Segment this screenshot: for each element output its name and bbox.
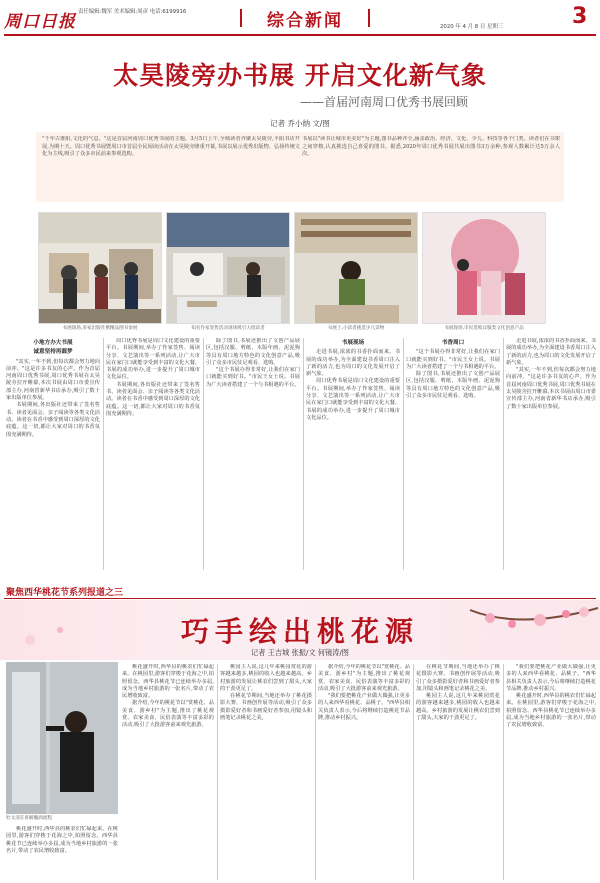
series-rule [4,598,596,599]
article2-byline: 记者 王吉城 张振/文 何镜涛/图 [251,648,349,657]
intro-text-left: "千年古淮阳,文化的气息。"这是首届河南周口优秀书展的主题。3月5日上午,全城读者齐聚太昊陵旁,平阳书店开展,为期十天。周口优秀书展暨周口市首届全民阅读活动在太昊陵旁隆重开幕,书展以展示优秀出版物、弘扬传统文化为主线,吸引了众多市民前来参观选购。 [42,136,300,158]
photo-winery-guide [6,662,118,814]
masthead-rule [4,34,596,36]
paragraph: 据介绍,今年的桃花节以"赏桃花、品美食、游乡村"为主题,推出了桃花观赏、农家美食、民俗表演等丰富多彩的活动,吸引了大批游客前来观光旅游。 [318,664,410,692]
article1-column-6 [506,338,596,570]
paragraph: 在桃花节期间,当地还举办了桃花摄影大赛、书画创作展等活动,吸引了众多摄影爱好者和书画爱好者参加,用镜头和画笔记录桃花之美。 [416,664,500,692]
paragraph: 周口优秀书展是周口文化建设的重要平台。书展期间,举办了作家签售、阅读分享、文艺演出等一系列活动,让广大市民在家门口就能享受到丰富的文化大餐。书展的成功举办,进一步提升了周口城市文化品位。 [306,378,400,421]
column-rule [217,664,218,880]
article1-column-4 [306,338,400,570]
photo-caption-1: 书展现场,多家出版社携精品图书参展 [62,326,138,331]
article2-column-3 [318,664,410,880]
paragraph: 桃园主人说,这几年来桃园赏花的游客越来越多,桃园的收入也越来越高。乡村旅游的发展让桃农们尝到了甜头,大家的干劲更足了。 [220,664,312,692]
paragraph: 走进书展,浓浓的书香扑面而来。书展的成功举办,为全面建设书香周口注入了新的活力,也为周口的文化发展开启了新气象。 [306,349,400,378]
column-rule [315,664,316,880]
photo-young-reader [294,212,418,324]
column-heading: 诚意坚持再圆梦 [33,349,73,356]
paragraph: 书展期间,各出版社还带来了签名售书、读者见面会、亲子阅读等各类文化活动。读者在书香中感受到周口深厚的文化底蕴。这一切,都让大家对周口的书香氛围充满期待。 [6,402,100,438]
article1-column-1 [6,338,100,570]
column-rule [203,338,204,570]
issue-date: 2020 年 4 月 8 日 星期三 [440,24,504,30]
column-heading: 书香周口 [441,340,465,346]
paragraph: 据介绍,今年的桃花节以"赏桃花、品美食、游乡村"为主题,推出了桃花观赏、农家美食、民俗表演等丰富多彩的活动,吸引了大批游客前来观光旅游。 [122,700,214,729]
paragraph: 桃花盛开时,西华县的桃农们忙碌起来。在桃园里,游客们穿梭于花海之中,拍照留念。西华县桃花节已连续举办多届,成为当地乡村旅游的一张名片,带动了农民增收致富。 [122,664,214,700]
paragraph: 在桃花节期间,当地还举办了桃花摄影大赛、书画创作展等活动,吸引了众多摄影爱好者和书画爱好者参加,用镜头和画笔记录桃花之美。 [220,693,312,722]
photo-caption-2: 知名作家签售活动现场吸引大批读者 [191,326,265,331]
intro-text-right: 书展以"读书让城市更美好"为主题,图书品种齐全,涵盖政治、经济、文化、少儿、科技等各个门类。读者们在书架之间穿梭,认真挑选自己喜爱的图书。据悉,2020年周口优秀书展共展出图书3万余种,参观人数累计达5万余人次。 [302,136,560,158]
paragraph: 除了图书,书展还推出了文创产品展区,包括汉服、剪纸、木版年画、泥泥狗等具有周口地方特色的文化创意产品,吸引了众多市民驻足观看、选购。 [206,338,300,366]
photo-author-signing [166,212,290,324]
paragraph: 除了图书,书展还推出了文创产品展区,包括汉服、剪纸、木版年画、泥泥狗等具有周口地方特色的文化创意产品,吸引了众多市民驻足观看、选购。 [406,371,500,400]
article2-column-5 [506,664,596,880]
article2-column-2 [220,664,312,880]
photo-caption-article2: 杜文清在讲解酿酒流程 [6,816,52,821]
paragraph: 桃花盛开时,西华县的桃农们忙碌起来。在桃园里,游客们穿梭于花海之中,拍照留念。西华县桃花节已连续举办多届,成为当地乡村旅游的一张名片,带动了农民增收致富。 [506,693,596,729]
column-rule [503,664,504,880]
photo-hanfu-products [422,212,546,324]
column-rule [103,338,104,570]
article1-column-3 [206,338,300,570]
column-rule [403,338,404,570]
photo-book-exhibitors [38,212,162,324]
masthead [0,0,600,38]
article1-column-5 [406,338,500,570]
paragraph: "其实,一年不到,但每次都会努力地向前冲。"这是许多书友的心声。作为首届河南周口优秀书展,周口优秀书展在太昊陵旁拉开帷幕,本次书展由周口市委宣传部主办,河南省新华书店承办,吸引了数十家出版单位参展。 [506,367,596,410]
column-rule [503,338,504,570]
article1-headline: 太昊陵旁办书展 开启文化新气象 [113,61,487,90]
column-heading: 小地方办大书展 [33,340,73,346]
column-heading: 书展现场 [341,340,365,346]
paragraph: "我们要把桃花产业做大做强,让更多的人来西华看桃花、品桃子。"西华县相关负责人表示,今后将继续打造桃花节品牌,推动乡村振兴。 [318,693,410,722]
section-title: 综合新闻 [240,6,370,30]
paragraph: 走进书展,浓浓的书香扑面而来。书展的成功举办,为全面建设书香周口注入了新的活力,也为周口的文化发展开启了新气象。 [506,338,596,366]
paragraph: 桃园主人说,这几年来桃园赏花的游客越来越多,桃园的收入也越来越高。乡村旅游的发展让桃农们尝到了甜头,大家的干劲更足了。 [416,693,500,722]
paragraph: 书展期间,各出版社还带来了签名售书、读者见面会、亲子阅读等各类文化活动。读者在书香中感受到周口深厚的文化底蕴。这一切,都让大家对周口的书香氛围充满期待。 [106,381,200,417]
article1-subhead: ——首届河南周口优秀书展回顾 [300,95,469,109]
article2-column-1 [122,664,214,880]
article1-byline: 记者 乔小纳 文/图 [270,119,330,128]
article1-column-2 [106,338,200,570]
article2-column-4 [416,664,500,880]
article2-column-0 [6,826,118,880]
article2-headline: 巧手绘出桃花源 [180,615,419,648]
newspaper-logo: 周口日报 [4,12,76,32]
paragraph: "我们要把桃花产业做大做强,让更多的人来西华看桃花、品桃子。"西华县相关负责人表示,今后将继续打造桃花节品牌,推动乡村振兴。 [506,664,596,692]
page-number: 3 [572,4,588,29]
photo-caption-4: 书展现场,市民选购汉服类文化创意产品 [444,326,524,331]
paragraph: 桃花盛开时,西华县的桃农们忙碌起来。在桃园里,游客们穿梭于花海之中,拍照留念。西华县桃花节已连续举办多届,成为当地乡村旅游的一张名片,带动了农民增收致富。 [6,826,118,854]
column-rule [413,664,414,880]
paragraph: 周口优秀书展是周口文化建设的重要平台。书展期间,举办了作家签售、阅读分享、文艺演出等一系列活动,让广大市民在家门口就能享受到丰富的文化大餐。书展的成功举办,进一步提升了周口城市文化品位。 [106,338,200,381]
masthead-info: 责任编辑:魏军 美术编辑:周彦 电话:6199916 [78,9,187,15]
paragraph: "其实,一年不到,但每次都会努力地向前冲。"这是许多书友的心声。作为首届河南周口优秀书展,周口优秀书展在太昊陵旁拉开帷幕,本次书展由周口市委宣传部主办,河南省新华书店承办,吸引了数十家出版单位参展。 [6,358,100,402]
photo-caption-3: 书展上,小读者挑选少儿读物 [327,326,385,331]
paragraph: "这个书展办得非常好,让我们在家门口就能买到好书。"市民王女士说。书展为广大读者搭建了一个与书相遇的平台。 [406,349,500,370]
series-label: 聚焦西华桃花节系列报道之三 [6,588,124,598]
column-rule [303,338,304,570]
paragraph: "这个书展办得非常好,让我们在家门口就能买到好书。"市民王女士说。书展为广大读者搭建了一个与书相遇的平台。 [206,367,300,388]
